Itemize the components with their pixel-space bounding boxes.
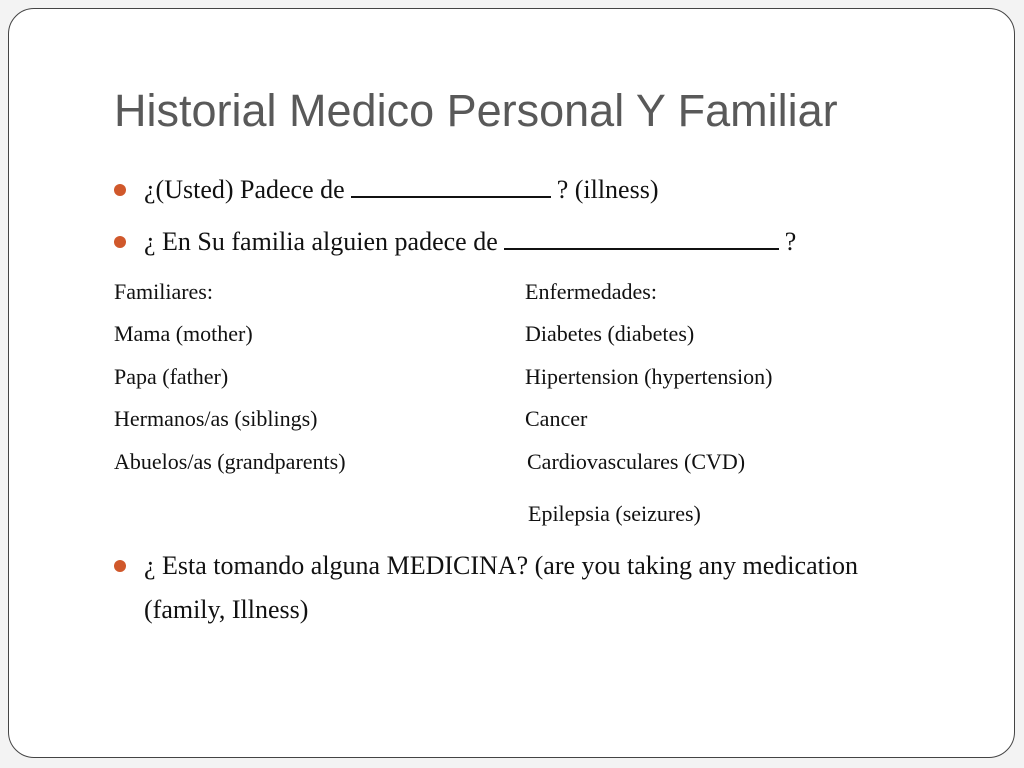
bullet-family-text: ¿ En Su familia alguien padece de xyxy=(144,227,498,256)
family-member: Papa (father) xyxy=(114,364,229,389)
illness-item: Cardiovasculares (CVD) xyxy=(527,449,746,474)
table-row xyxy=(114,321,695,347)
table-row xyxy=(114,364,773,390)
familiares-header: Familiares: xyxy=(114,279,213,304)
enfermedades-header: Enfermedades: xyxy=(525,279,657,304)
bullet-dot-icon xyxy=(114,236,126,248)
fill-in-blank xyxy=(504,226,779,250)
table-row xyxy=(114,279,657,305)
bullet-dot-icon xyxy=(114,184,126,196)
bullet-medication-text: ¿ Esta tomando alguna MEDICINA? (are you taking any medication (family, Illness) xyxy=(144,551,859,624)
family-member: Hermanos/as (siblings) xyxy=(114,406,318,431)
illness-item: Diabetes (diabetes) xyxy=(525,321,695,346)
family-member: Abuelos/as (grandparents) xyxy=(114,449,346,474)
fill-in-blank xyxy=(351,174,551,198)
bullet-dot-icon xyxy=(114,560,126,572)
family-member: Mama (mother) xyxy=(114,321,253,346)
illness-item: Epilepsia (seizures) xyxy=(528,501,701,526)
bullet-illness-suffix: ? (illness) xyxy=(556,175,659,204)
illness-item: Cancer xyxy=(525,406,588,431)
bullet-family-suffix: ? xyxy=(784,227,797,256)
table-row xyxy=(114,449,746,475)
slide-title: Historial Medico Personal Y Familiar xyxy=(114,85,838,136)
bullet-illness-text: ¿(Usted) Padece de xyxy=(144,175,345,204)
illness-item: Hipertension (hypertension) xyxy=(525,364,773,389)
table-row xyxy=(114,406,588,432)
